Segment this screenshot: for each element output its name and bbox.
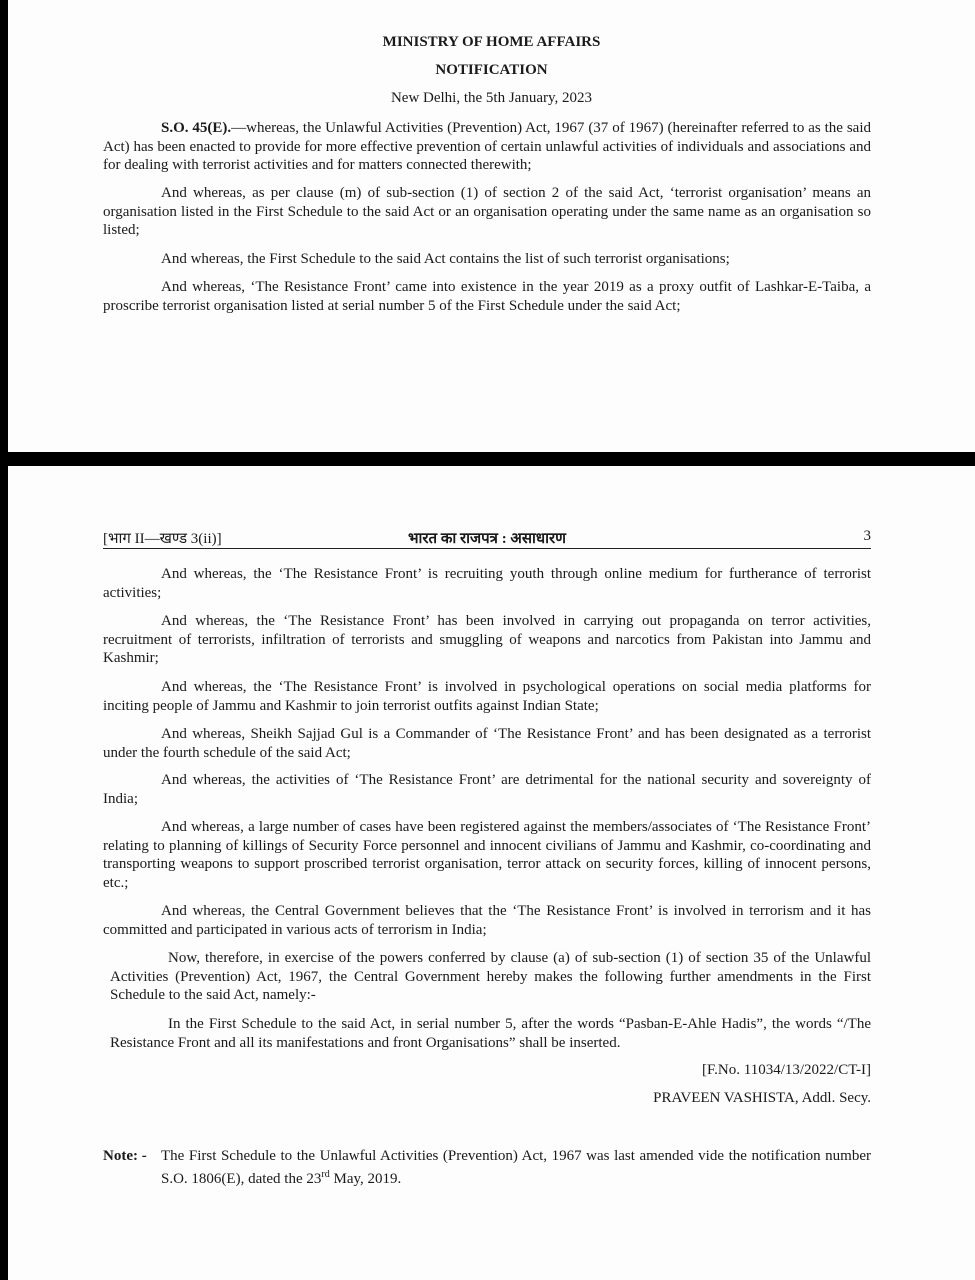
note-text-part-2: May, 2019. bbox=[329, 1170, 402, 1187]
paragraph-7: And whereas, the ‘The Resistance Front’ is involved in psychological operations on social media platforms for inciting people of Jammu and Kashmir to join terrorist outfits against Indian State; bbox=[103, 679, 871, 714]
signatory: PRAVEEN VASHISTA, Addl. Secy. bbox=[653, 1090, 871, 1106]
file-number: [F.No. 11034/13/2022/CT-I] bbox=[702, 1062, 871, 1078]
paragraph-5: And whereas, the ‘The Resistance Front’ is recruiting youth through online medium for furtherance of terrorist activities; bbox=[103, 566, 871, 601]
notification-heading: NOTIFICATION bbox=[435, 62, 548, 78]
header-page-number: 3 bbox=[863, 528, 871, 544]
paragraph-9: And whereas, the activities of ‘The Resistance Front’ are detrimental for the national security and sovereignty of India; bbox=[103, 772, 871, 807]
date-line: New Delhi, the 5th January, 2023 bbox=[390, 90, 593, 106]
so-number: S.O. 45(E). bbox=[161, 120, 232, 136]
paragraph-6: And whereas, the ‘The Resistance Front’ has been involved in carrying out propaganda on terror activities, recruitment of terrorists, infiltration of terrorists and smuggling of weapons and narcotics from Pakistan into Jammu and Kashmir; bbox=[103, 613, 871, 666]
document-page-2 bbox=[8, 466, 975, 1280]
ministry-heading: MINISTRY OF HOME AFFAIRS bbox=[382, 34, 601, 50]
paragraph-11: And whereas, the Central Government believes that the ‘The Resistance Front’ is involved in terrorism and it has committed and participated in various acts of terrorism in India; bbox=[103, 903, 871, 938]
note-superscript: rd bbox=[321, 1168, 330, 1180]
paragraph-3: And whereas, the First Schedule to the said Act contains the list of such terrorist organisations; bbox=[161, 251, 730, 267]
note-block bbox=[103, 1147, 871, 1187]
paragraph-12: Now, therefore, in exercise of the powers conferred by clause (a) of sub-section (1) of section 35 of the Unlawful Activities (Prevention) Act, 1967, the Central Government hereby makes the following further amendments in the First Schedule to the said Act, namely:- bbox=[110, 950, 871, 1003]
paragraph-1 bbox=[103, 119, 871, 175]
note-text-part-1: The First Schedule to the Unlawful Activities (Prevention) Act, 1967 was last amended vide the notification number S.O. 1806(E), dated the 23 bbox=[161, 1148, 871, 1187]
header-gazette-title: भारत का राजपत्र : असाधारण bbox=[407, 531, 567, 547]
header-part-label: [भाग II—खण्ड 3(ii)] bbox=[103, 531, 222, 547]
document-page-1 bbox=[8, 0, 975, 452]
gazette-header bbox=[103, 526, 871, 549]
paragraph-10: And whereas, a large number of cases have been registered against the members/associates of ‘The Resistance Front’ relating to planning of killings of Security Force personnel and innocent civilians of Jammu and Kashmir, co-coordinating and transporting weapons to support proscribed terrorist organisation, terror attack on security forces, killing of innocent persons, etc.; bbox=[103, 819, 871, 891]
paragraph-2: And whereas, as per clause (m) of sub-section (1) of section 2 of the said Act, ‘terrorist organisation’ means an organisation listed in the First Schedule to the said Act or an organisation operating under the same name as an organisation so listed; bbox=[103, 185, 871, 238]
paragraph-4: And whereas, ‘The Resistance Front’ came into existence in the year 2019 as a proxy outfit of Lashkar-E-Taiba, a proscribe terrorist organisation listed at serial number 5 of the First Schedule under the said Act; bbox=[103, 279, 871, 314]
paragraph-13: In the First Schedule to the said Act, in serial number 5, after the words “Pasban-E-Ahle Hadis”, the words “/The Resistance Front and all its manifestations and front Organisations” shall be inserted. bbox=[110, 1016, 871, 1051]
note-text bbox=[161, 1147, 871, 1188]
note-label: Note: - bbox=[103, 1148, 147, 1164]
paragraph-1-text: —whereas, the Unlawful Activities (Prevention) Act, 1967 (37 of 1967) (hereinafter referred to as the said Act) has been enacted to provide for more effective prevention of certain unlawful activities of individuals and associations and for dealing with terrorist activities and for matters connected therewith; bbox=[103, 120, 871, 173]
paragraph-8: And whereas, Sheikh Sajjad Gul is a Commander of ‘The Resistance Front’ and has been designated as a terrorist under the fourth schedule of the said Act; bbox=[103, 726, 871, 761]
